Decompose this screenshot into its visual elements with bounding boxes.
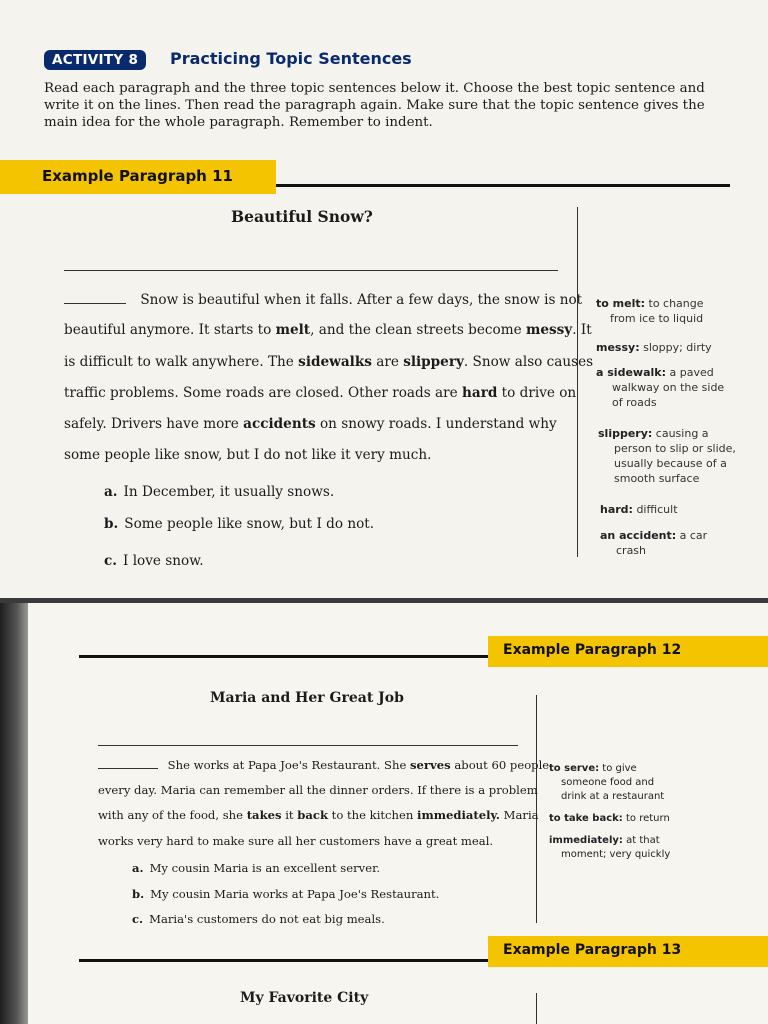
p12-choice-a[interactable]: a. My cousin Maria is an excellent server. (132, 861, 381, 875)
example-13-rule (79, 959, 489, 962)
p11-gloss-sidewalk: a sidewalk: a paved walkway on the side of roads (596, 366, 725, 409)
p11-topic-sentence-line[interactable] (64, 270, 558, 271)
p11-choice-a[interactable]: a. In December, it usually snows. (104, 484, 335, 500)
book-spine-shadow (0, 603, 28, 1024)
textbook-page-bottom (28, 603, 768, 1024)
p12-choice-c[interactable]: c. Maria's customers do not eat big meals. (132, 912, 385, 926)
activity-badge: ACTIVITY 8 (44, 50, 146, 70)
p11-line-6: some people like snow, but I do not like it very much. (64, 447, 432, 463)
example-11-banner-label: Example Paragraph 11 (42, 167, 233, 185)
p12-gloss-serve: to serve: to give someone food and drink at a restaurant (549, 763, 665, 802)
p11-choice-c[interactable]: c. I love snow. (104, 553, 204, 569)
example-13-banner (488, 936, 768, 967)
example-12-rule (79, 655, 489, 658)
p11-line-3: is difficult to walk anywhere. The sidewalks are slippery. Snow also causes (64, 354, 594, 370)
p11-title: Beautiful Snow? (231, 207, 373, 226)
p11-choice-b[interactable]: b. Some people like snow, but I do not. (104, 516, 375, 532)
p11-gloss-accident: an accident: a car crash (600, 529, 708, 557)
p11-gloss-slippery: slippery: causing a person to slip or slide, usually because of a smooth surface (598, 427, 736, 485)
p12-topic-sentence-line[interactable] (98, 745, 518, 746)
p13-title: My Favorite City (240, 990, 369, 1006)
example-13-banner-label: Example Paragraph 13 (503, 942, 682, 958)
p12-title: Maria and Her Great Job (210, 690, 404, 706)
p11-line-4: traffic problems. Some roads are closed. Other roads are hard to drive on (64, 385, 577, 401)
p11-line-2: beautiful anymore. It starts to melt, and the clean streets become messy. It (64, 322, 592, 338)
p12-line-4: works very hard to make sure all her customers have a great meal. (98, 834, 494, 848)
p11-gloss-messy: messy: sloppy; dirty (596, 341, 712, 354)
p12-line-2: every day. Maria can remember all the dinner orders. If there is a problem (98, 783, 538, 797)
example-11-rule (276, 184, 730, 187)
p12-gloss-immediately: immediately: at that moment; very quickly (549, 835, 671, 860)
p11-gloss-hard: hard: difficult (600, 503, 678, 516)
example-12-banner-label: Example Paragraph 12 (503, 642, 682, 658)
p11-line-5: safely. Drivers have more accidents on snowy roads. I understand why (64, 416, 557, 432)
activity-instructions: Read each paragraph and the three topic sentences below it. Choose the best topic sentence and write it on the lines. Then read the paragraph again. Make sure that the topic sentence gives the main idea for the whole paragraph. Remember to indent. (44, 81, 705, 130)
p11-indent-blank[interactable] (64, 291, 126, 304)
p12-indent-blank[interactable] (98, 758, 158, 769)
p11-line-1: Snow is beautiful when it falls. After a few days, the snow is not (64, 291, 582, 308)
p11-gloss-melt: to melt: to change from ice to liquid (596, 297, 704, 325)
p12-gloss-take-back: to take back: to return (549, 813, 670, 824)
example-12-banner (488, 636, 768, 667)
p12-line-1: She works at Papa Joe's Restaurant. She serves about 60 people (98, 758, 549, 772)
p13-margin-divider (536, 993, 537, 1024)
activity-title: Practicing Topic Sentences (170, 49, 412, 68)
example-11-banner (0, 160, 276, 194)
p12-choice-b[interactable]: b. My cousin Maria works at Papa Joe's Restaurant. (132, 887, 440, 901)
p12-line-3: with any of the food, she takes it back to the kitchen immediately. Maria (98, 808, 539, 822)
p11-margin-divider (577, 207, 578, 557)
